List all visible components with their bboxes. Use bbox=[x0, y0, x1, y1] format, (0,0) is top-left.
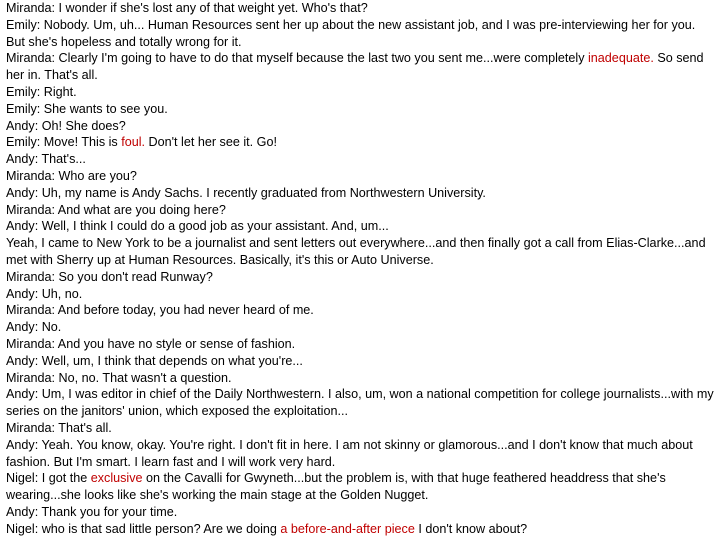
highlighted-word: foul. bbox=[121, 135, 146, 150]
line-text: on the Cavalli for Gwyneth...but the problem is, with that huge feathered headdress that she's wearing...she looks like she's working the main stage at the Golden Nugget. bbox=[6, 471, 666, 503]
dialogue-line: Andy: Thank you for your time. bbox=[6, 504, 178, 519]
dialogue-line bbox=[6, 470, 716, 504]
line-text: Don't let her see it. Go! bbox=[145, 135, 277, 150]
line-text: Nigel: I got the bbox=[6, 471, 91, 486]
dialogue-line: Miranda: That's all. bbox=[6, 420, 112, 435]
dialogue-line: Emily: Nobody. Um, uh... Human Resources sent her up about the new assistant job, and I was pre-interviewing her for you. But she's hopeless and totally wrong for it. bbox=[6, 17, 696, 49]
dialogue-line: Andy: Yeah. You know, okay. You're right. I don't fit in here. I am not skinny or glamorous...and I don't know that much about fashion. But I'm smart. I learn fast and I will work very hard. bbox=[6, 437, 693, 469]
dialogue-line: Emily: Right. bbox=[6, 84, 77, 99]
dialogue-line bbox=[6, 521, 716, 538]
line-text: I don't know about? bbox=[414, 521, 528, 536]
dialogue-line: Miranda: No, no. That wasn't a question. bbox=[6, 370, 232, 385]
dialogue-line: Andy: That's... bbox=[6, 152, 86, 167]
highlighted-word: exclusive bbox=[90, 471, 143, 486]
line-text: Miranda: Clearly I'm going to have to do that myself because the last two you sent me...were completely bbox=[6, 51, 588, 66]
line-text: So send her in. That's all. bbox=[6, 51, 704, 83]
line-text: Nigel: who is that sad little person? Are we doing bbox=[6, 521, 281, 536]
highlighted-word: a before-and-after piece bbox=[280, 521, 415, 536]
dialogue-line: Miranda: Who are you? bbox=[6, 168, 137, 183]
dialogue-line bbox=[6, 50, 716, 84]
dialogue-line: Andy: No. bbox=[6, 320, 62, 335]
dialogue-line: Yeah, I came to New York to be a journalist and sent letters out everywhere...and then finally got a call from Elias-Clarke...and met with Sherry up at Human Resources. Basically, it's this or Auto Universe. bbox=[6, 236, 706, 267]
dialogue-line: Miranda: I wonder if she's lost any of that weight yet. Who's that? bbox=[6, 1, 368, 15]
highlighted-word: inadequate. bbox=[588, 51, 654, 66]
dialogue-line: Andy: Uh, no. bbox=[6, 286, 83, 301]
dialogue-line: Miranda: And before today, you had never heard of me. bbox=[6, 303, 314, 318]
dialogue-line: Andy: Um, I was editor in chief of the Daily Northwestern. I also, um, won a national competition for college journalists...with my series on the janitors' union, which exposed the exploitation... bbox=[6, 387, 714, 419]
dialogue-line: Emily: She wants to see you. bbox=[6, 101, 168, 116]
dialogue-line bbox=[6, 134, 716, 151]
dialogue-line: Andy: Well, um, I think that depends on what you're... bbox=[6, 353, 303, 368]
dialogue-line: Miranda: And you have no style or sense of fashion. bbox=[6, 336, 296, 351]
dialogue-line: Andy: Uh, my name is Andy Sachs. I recently graduated from Northwestern University. bbox=[6, 185, 486, 200]
dialogue-line: Miranda: So you don't read Runway? bbox=[6, 269, 213, 284]
dialogue-line: Andy: Well, I think I could do a good job as your assistant. And, um... bbox=[6, 219, 389, 234]
dialogue-line: Andy: Oh! She does? bbox=[6, 118, 126, 133]
dialogue-line: Miranda: And what are you doing here? bbox=[6, 202, 226, 217]
line-text: Emily: Move! This is bbox=[6, 135, 122, 150]
